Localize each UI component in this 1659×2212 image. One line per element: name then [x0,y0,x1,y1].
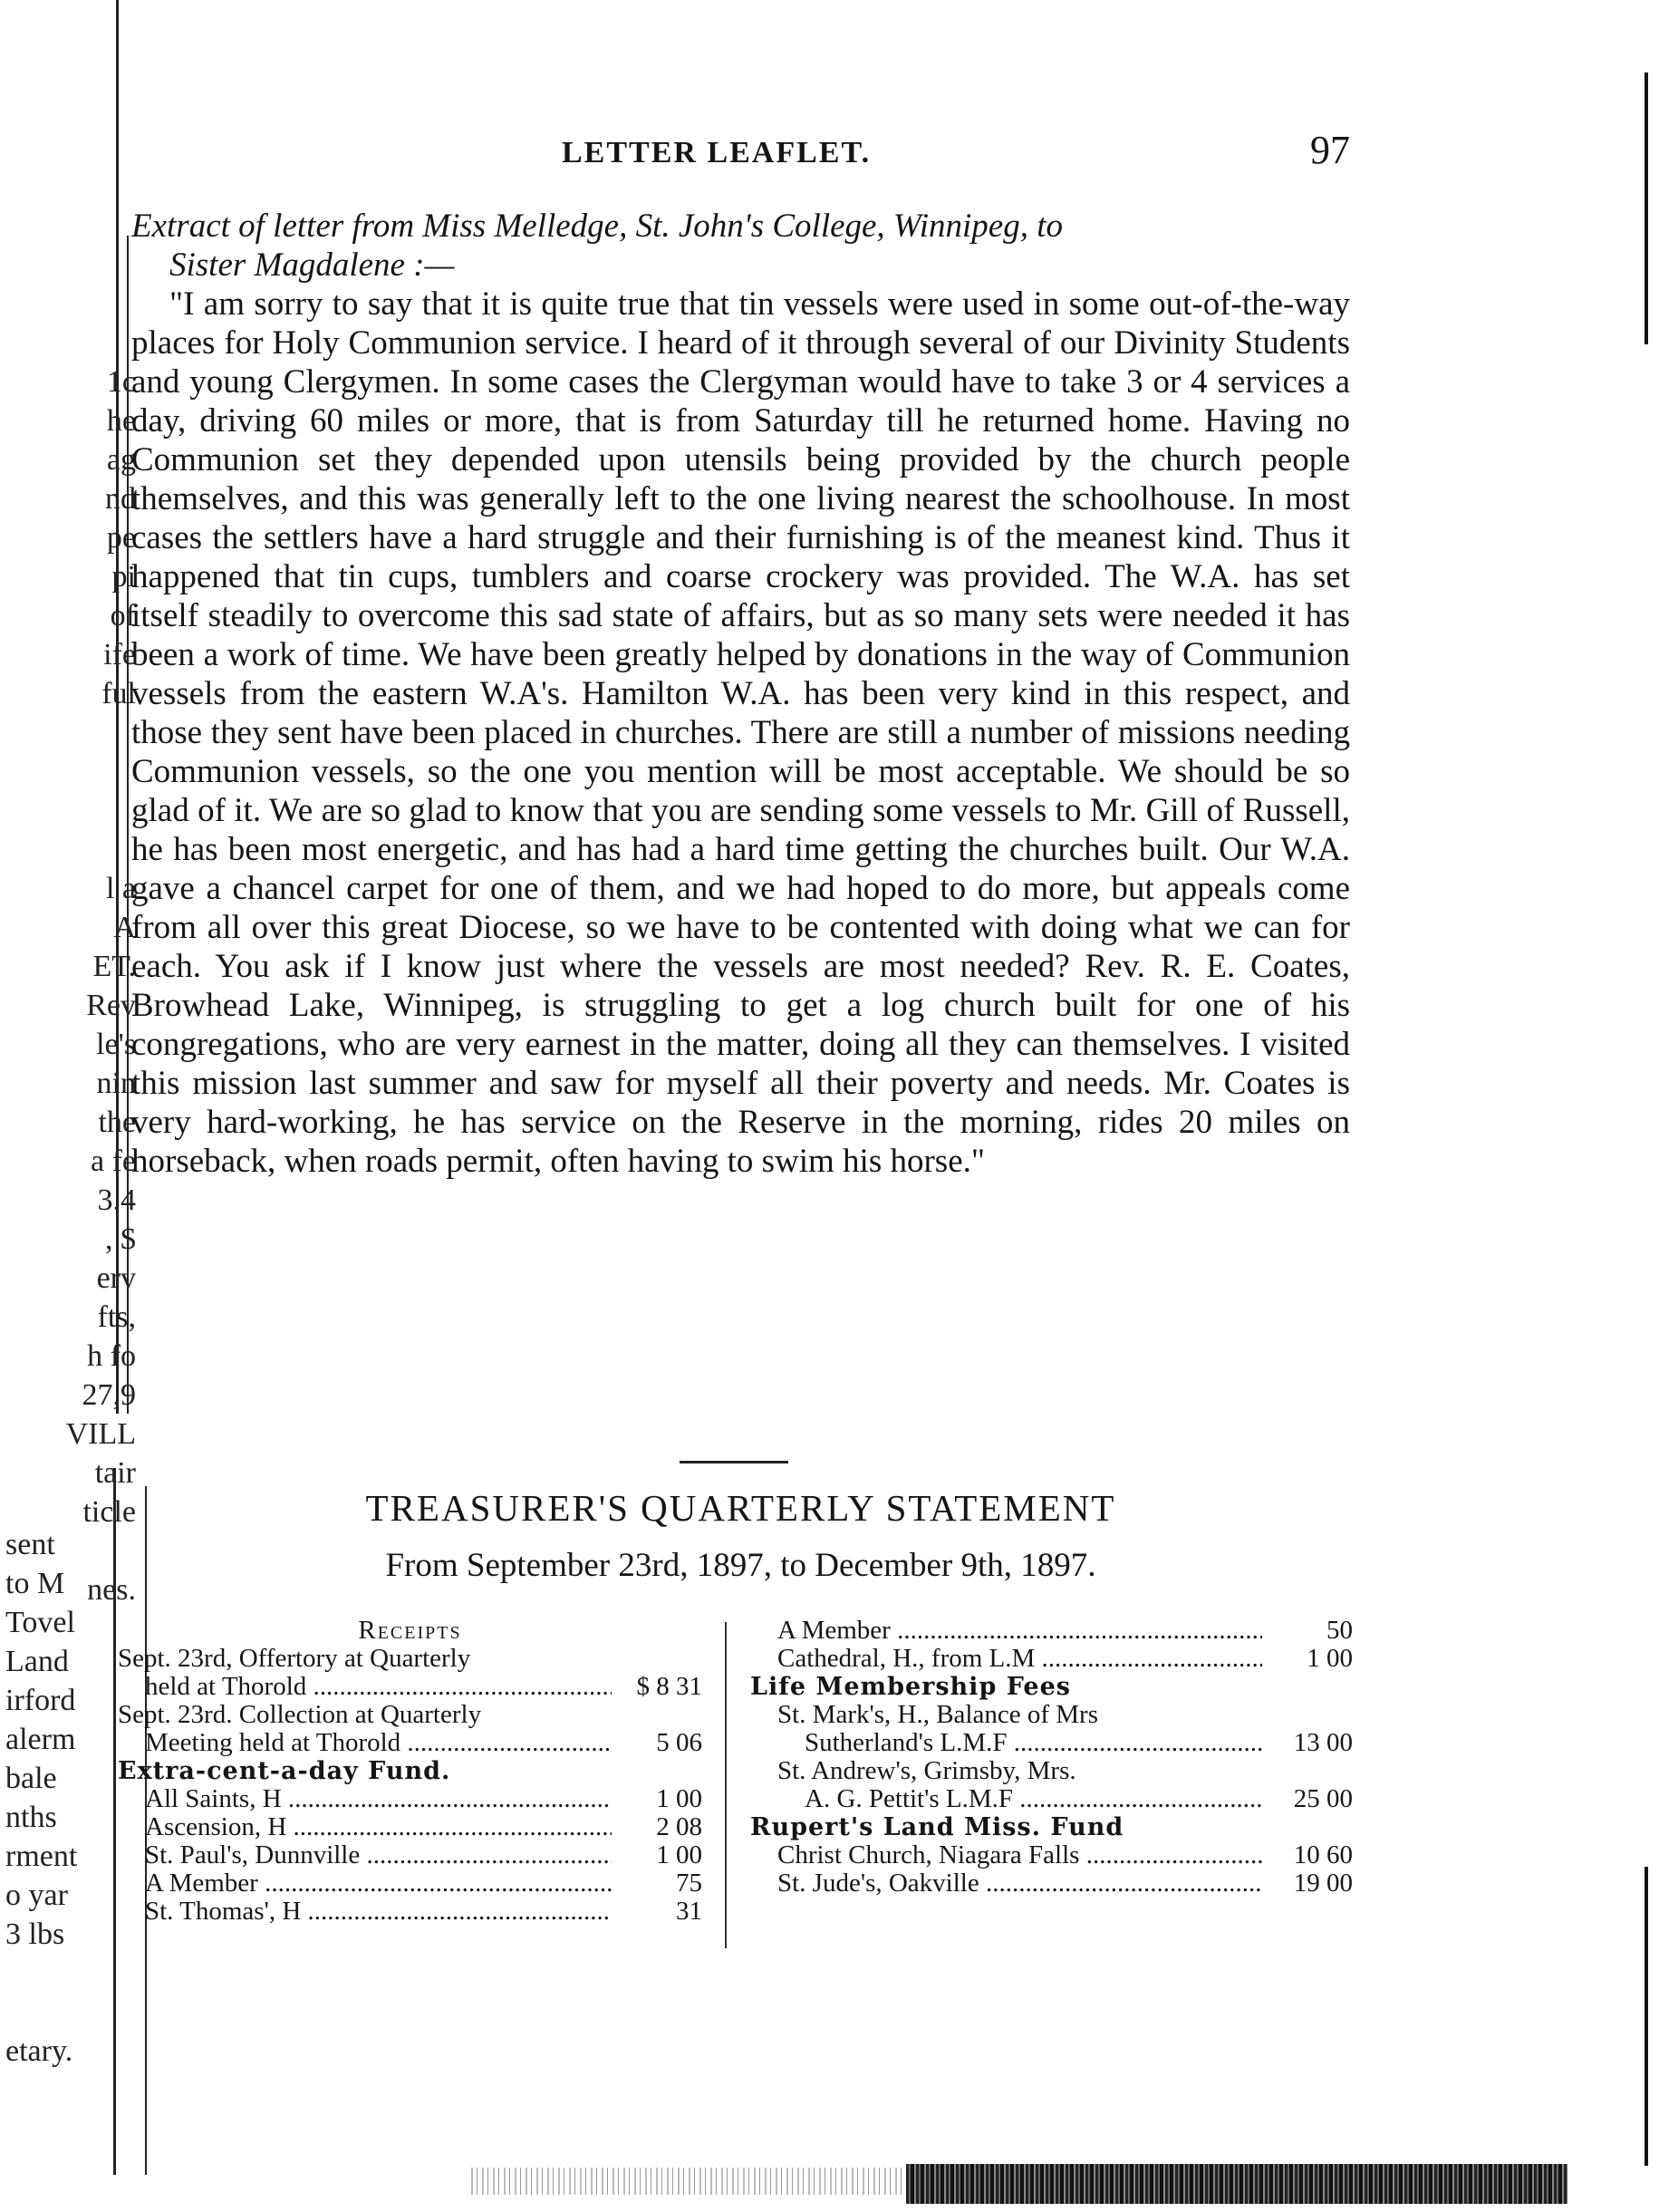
margin-fragment: 1c [106,365,136,399]
margin-fragment: ag [106,443,136,477]
receipt-label: All Saints, H ..... [118,1785,612,1813]
margin-fragment: ticle [82,1495,136,1529]
receipt-amount: 1 00 [1307,1644,1353,1673]
receipt-label: Meeting held at Thorold ..... [118,1729,612,1757]
receipt-label: St. Andrew's, Grimsby, Mrs. [777,1757,1076,1785]
receipt-label: Sutherland's L.M.F ..... [750,1729,1262,1757]
receipt-amount: 13 00 [1293,1728,1353,1757]
letter-heading-line: Extract of letter from Miss Melledge, St. John's College, Winnipeg, to [131,208,1063,245]
margin-fragment: nin [96,1067,136,1100]
receipt-amount: 31 [676,1897,702,1926]
receipt-amount: 2 08 [656,1812,702,1841]
receipt-label: St. Jude's, Oakville ..... [750,1869,1262,1898]
receipt-amount: 19 00 [1293,1869,1353,1898]
receipts-heading: Receipts [358,1616,462,1645]
receipt-row [118,1729,702,1757]
section-rule [680,1461,788,1463]
receipt-row [750,1617,1353,1645]
fund-heading [118,1757,702,1785]
receipt-amount: 1 00 [656,1784,702,1813]
margin-fragment: rment [5,1840,78,1873]
receipt-amount: $ 8 31 [636,1672,702,1701]
receipt-row [118,1645,702,1673]
receipt-row [750,1645,1353,1673]
margin-fragment: fts, [97,1300,136,1334]
receipt-label: A Member ..... [750,1617,1262,1645]
fund-heading [750,1673,1353,1701]
margin-fragment: etary. [5,2034,73,2068]
receipt-label: St. Mark's, H., Balance of Mrs [777,1701,1098,1729]
receipt-amount: 50 [1326,1616,1353,1645]
margin-fragment: ife [103,638,136,671]
margin-fragment: alerm [5,1723,76,1756]
receipt-label: held at Thorold ..... [118,1673,612,1701]
margin-fragment: bale [5,1762,57,1795]
margin-fragment: , $ [105,1222,136,1256]
margin-fragment: nes. [87,1573,136,1607]
receipt-amount: 5 06 [656,1728,702,1757]
receipt-label: A Member ..... [118,1869,612,1898]
receipts-list [118,1645,702,1926]
margin-fragment: h fo [87,1339,136,1373]
margin-fragment: a fe [90,1145,136,1178]
margin-fragment: 3 lbs [5,1917,65,1951]
margin-fragment: erv [96,1261,136,1295]
receipt-label: Rupert's Land Miss. Fund [750,1813,1124,1841]
margin-fragment: le's [96,1028,136,1061]
margin-fragment: irford [5,1684,76,1717]
margin-fragment: Land [5,1645,69,1678]
receipt-row [118,1701,702,1729]
statement-subtitle: From September 23rd, 1897, to December 9th, 1897. [385,1547,1096,1584]
margin-fragment: pe [106,521,136,555]
letter-heading-line: Sister Magdalene :— [169,246,455,284]
receipts-column-right [750,1617,1353,1898]
page-number: 97 [1310,128,1350,172]
margin-fragment [0,713,136,752]
receipt-row [118,1785,702,1813]
receipt-row [118,1898,702,1926]
page-header [154,127,1350,181]
margin-fragment [0,830,136,869]
scan-noise [471,2168,906,2195]
receipt-amount: 25 00 [1293,1784,1353,1813]
margin-fragments-lower [5,1486,123,2071]
margin-fragment: ful [101,677,136,710]
receipt-row [118,1813,702,1841]
margin-fragments-upper [0,207,136,1609]
margin-fragment [5,1486,123,1525]
margin-fragment: the [98,1106,136,1139]
receipt-label: Christ Church, Niagara Falls ..... [750,1841,1262,1869]
receipt-label: Sept. 23rd. Collection at Quarterly [118,1701,482,1729]
receipts-column-left [118,1617,702,1926]
margin-fragment [0,285,136,324]
margin-fragment: o yar [5,1879,68,1912]
margin-fragment: nd [105,482,136,516]
receipt-row [750,1785,1353,1813]
receipt-row [118,1869,702,1898]
margin-fragment [0,246,136,285]
scan-noise [906,2164,1567,2204]
receipt-row [750,1757,1353,1785]
receipt-label: A. G. Pettit's L.M.F ..... [750,1785,1262,1813]
receipts-list [750,1617,1353,1898]
margin-fragment [0,791,136,830]
column-divider [725,1622,727,1948]
letter-heading [131,207,1350,285]
receipt-row [750,1729,1353,1757]
receipt-row [750,1841,1353,1869]
receipt-label: Cathedral, H., from L.M ..... [750,1645,1262,1673]
margin-fragment [5,1954,123,1993]
receipt-label: Extra-cent-a-day Fund. [118,1757,451,1785]
margin-fragment: VILL [65,1417,136,1451]
receipt-amount: 75 [676,1869,702,1898]
running-head: LETTER LEAFLET. [562,136,872,169]
receipt-row [118,1673,702,1701]
receipt-row [750,1869,1353,1898]
margin-fragment: to M [5,1567,65,1600]
receipt-label: Ascension, H ..... [118,1813,612,1841]
letter-extract [131,207,1350,1181]
margin-fragment [5,1993,123,2032]
fund-heading [750,1813,1353,1841]
letter-body: "I am sorry to say that it is quite true that tin vessels were used in some out-of-the-way places for Holy Communion service. I heard of it through several of our Divinity Students and young Clergymen. In some cases the Clergyman would have to take 3 or 4 services a day, driving 60 miles or more, that is from Saturday till he returned home. Having no Communion set they depended upon utensils being provided by the church people themselves, and this was generally left to the one living nearest the schoolhouse. In most cases the settlers have a hard struggle and their furnishing is of the meanest kind. Thus it happened that tin cups, tumblers and coarse crockery was provided. The W.A. has set itself steadily to overcome this sad state of affairs, but as so many sets were needed it has been a work of time. We have been greatly helped by donations in the way of Communion vessels from the eastern W.A's. Hamilton W.A. has been very kind in this respect, and those they sent have been placed in churches. There are still a number of missions needing Communion vessels, so the one you mention will be most acceptable. We should be so glad of it. We are so glad to know that you are sending some vessels to Mr. Gill of Russell, he has been most energetic, and has had a hard time getting the churches built. Our W.A. gave a chancel carpet for one of them, and we had hoped to do more, but appeals come from all over this great Diocese, so we have to be contented with doing what we can for each. You ask if I know just where the vessels are most needed? Rev. R. E. Coates, Browhead Lake, Winnipeg, is struggling to get a log church built for one of his congregations, who are very earnest in the matter, doing all they can themselves. I visited this mission last summer and saw for myself all their poverty and needs. Mr. Coates is very hard-working, he has service on the Reserve in the morning, rides 20 miles on horseback, when roads permit, often having to swim his horse." [131,285,1350,1180]
margin-fragment: sent [5,1528,55,1561]
receipt-amount: 10 60 [1293,1840,1353,1869]
page-edge-mark [1645,72,1648,344]
margin-fragment: he [106,404,136,438]
margin-fragment: ET. [92,950,136,983]
margin-fragment [0,207,136,246]
receipt-label: Sept. 23rd, Offertory at Quarterly [118,1645,471,1673]
margin-fragment: l a [105,872,136,905]
receipt-label: St. Paul's, Dunnville ..... [118,1841,612,1869]
margin-fragment: 27,9 [82,1378,136,1412]
receipt-label: St. Thomas', H ..... [118,1898,612,1926]
page-edge-mark [1645,1867,1648,2166]
receipt-amount: 1 00 [656,1840,702,1869]
margin-fragment: Rev [86,989,136,1022]
margin-fragment [0,752,136,791]
margin-fragment [0,324,136,362]
margin-fragment: Tovel [5,1606,75,1639]
margin-fragment: of [110,599,136,633]
margin-fragment: nths [5,1801,57,1834]
margin-fragment: pi [111,560,136,594]
margin-fragment: 3.4 [97,1183,136,1217]
statement-title: TREASURER'S QUARTERLY STATEMENT [365,1487,1116,1529]
receipt-label: Life Membership Fees [750,1673,1071,1701]
margin-fragment: A [113,911,136,944]
receipt-row [750,1701,1353,1729]
receipt-row [118,1841,702,1869]
margin-fragment: tair [94,1456,136,1490]
